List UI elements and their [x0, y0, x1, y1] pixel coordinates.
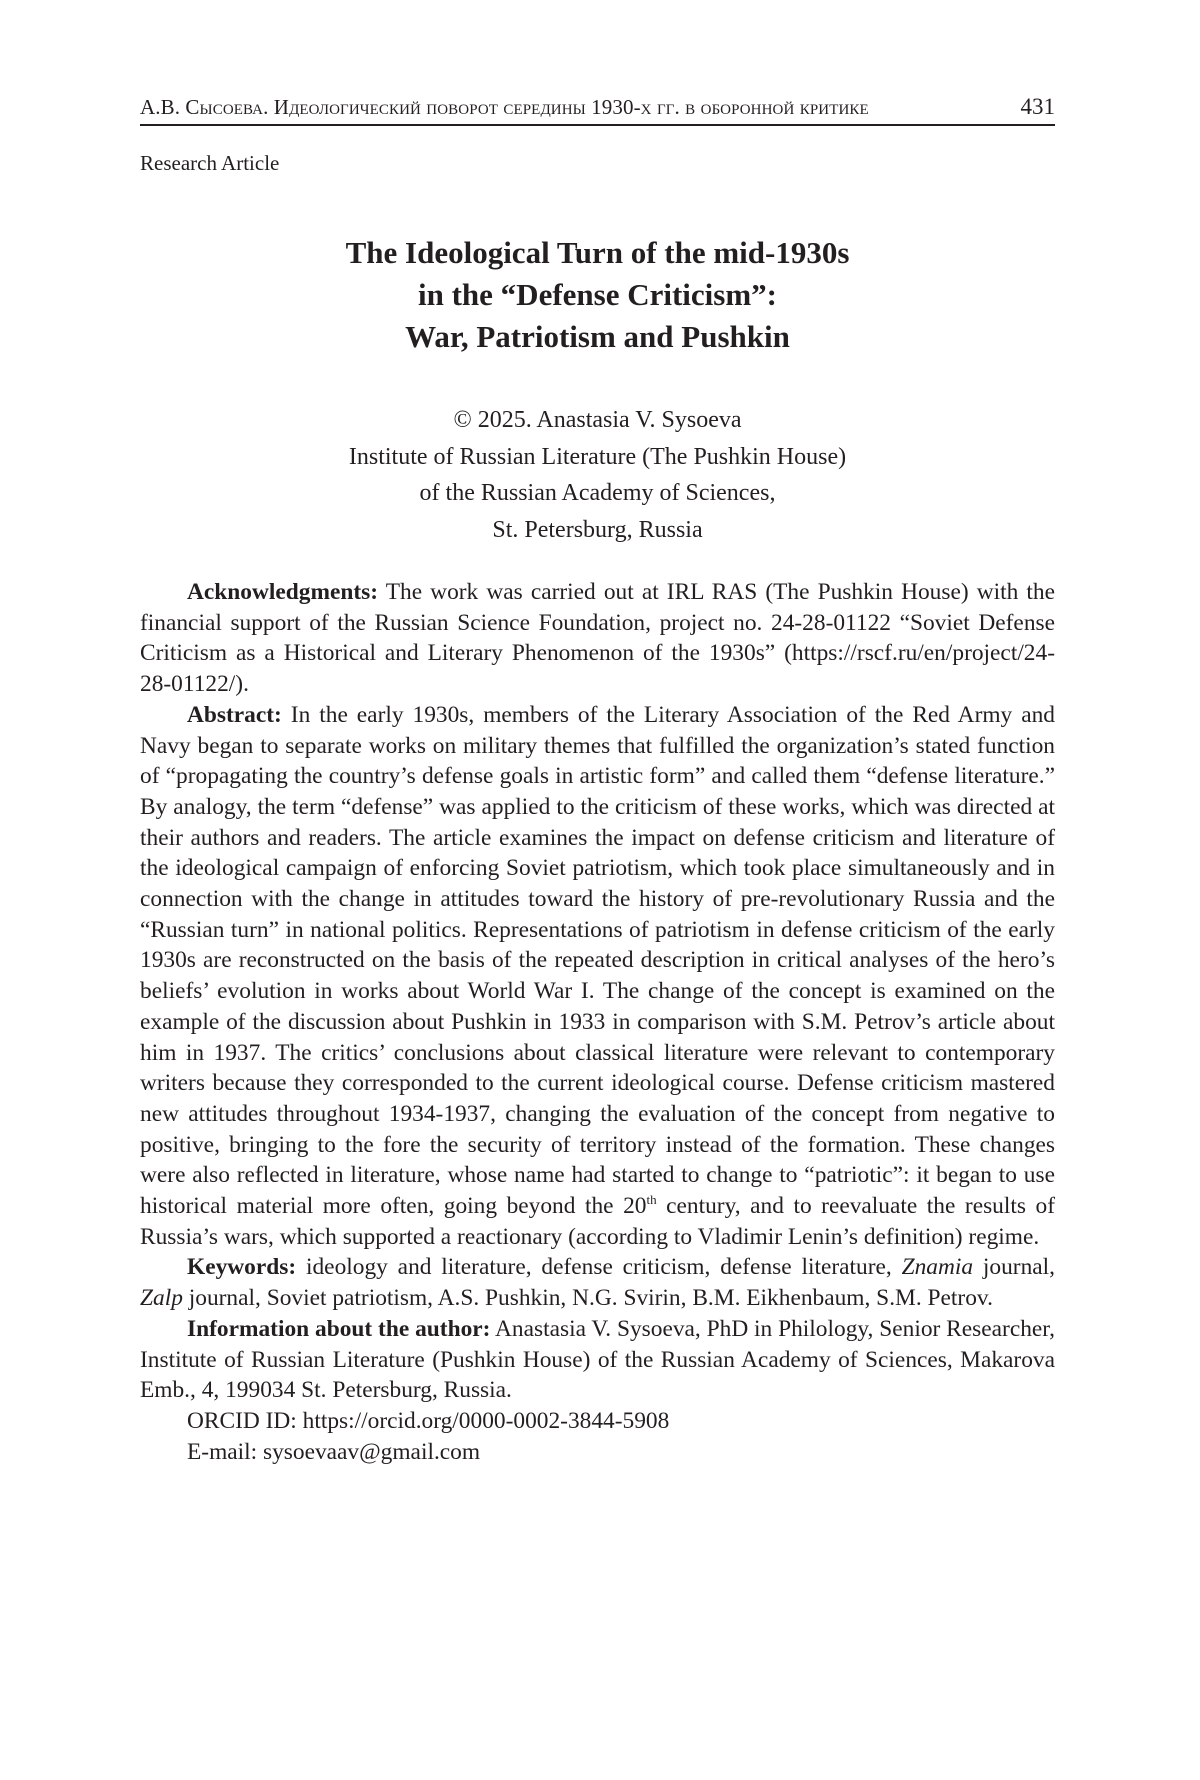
author-info-paragraph: [140, 1314, 1055, 1406]
acknowledgments-text: The work was carried out at IRL RAS (The Pushkin House) with the financial support of the Russian Science Foundation, project no. 24-28-01122 “Soviet Defense Criticism as a Historical and Literary Phenomenon of the 1930s” (https://rscf.ru/en/project/24-28-01122/).: [140, 579, 1055, 698]
article-title: [140, 232, 1055, 358]
keywords-text: ideology and literature, defense criticism, defense literature,: [296, 1254, 902, 1281]
affiliation-line: of the Russian Academy of Sciences,: [419, 480, 776, 506]
acknowledgments-label: Acknowledgments:: [187, 579, 379, 605]
keywords-label: Keywords:: [187, 1254, 297, 1281]
article-front-matter: [140, 577, 1055, 1467]
article-title-line: War, Patriotism and Pushkin: [405, 319, 790, 354]
article-title-line: in the “Defense Criticism”:: [418, 277, 777, 312]
keyword-journal-znamia: Znamia: [901, 1254, 974, 1281]
abstract-superscript: th: [646, 1192, 657, 1208]
article-type-label: Research Article: [140, 151, 280, 175]
email-line[interactable]: E-mail: sysoevaav@gmail.com: [187, 1438, 481, 1465]
abstract-label: Abstract:: [187, 701, 282, 728]
author-info-text: Anastasia V. Sysoeva, PhD in Philology, Senior Researcher, Institute of Russian Literature (Pushkin House) of the Russian Academy of Sciences, Makarova Emb., 4, 199034 St. Petersburg, Russia.: [140, 1315, 1055, 1404]
author-info-label: Information about the author:: [187, 1315, 491, 1342]
abstract-text: In the early 1930s, members of the Literary Association of the Red Army and Navy began to separate works on military themes that fulfilled the organization’s stated function of “propagating the country’s defense goals in artistic form” and called them “defense literature.” By analogy, the term “defense” was applied to the criticism of these works, which was directed at their authors and readers. The article examines the impact on defense criticism and literature of the ideological campaign of enforcing Soviet patriotism, which took place simultaneously and in connection with the change in attitudes toward the history of pre-revolutionary Russia and the “Russian turn” in national politics. Representations of patriotism in defense criticism of the early 1930s are reconstructed on the basis of the repeated description in critical analyses of the hero’s beliefs’ evolution in works about World War I. The change of the concept is examined on the example of the discussion about Pushkin in 1933 in comparison with S.M. Petrov’s article about him in 1937. The critics’ conclusions about classical literature were relevant to contemporary writers because they corresponded to the current ideological course. Defense criticism mastered new attitudes throughout 1934-1937, changing the evaluation of the concept from negative to positive, bringing to the fore the security of territory instead of the formation. These changes were also reflected in literature, whose name had started to change to “patriotic”: it began to use historical material more often, going beyond the 20: [140, 701, 1055, 1220]
orcid-line[interactable]: ORCID ID: https://orcid.org/0000-0002-3844-5908: [187, 1407, 670, 1434]
running-header: [140, 86, 1055, 126]
keyword-journal-zalp: Zalp: [140, 1285, 183, 1312]
keywords-paragraph: [140, 1252, 1055, 1313]
author-copyright-line: © 2025. Anastasia V. Sysoeva: [453, 407, 742, 433]
keywords-text: journal,: [973, 1254, 1056, 1281]
keywords-text: journal, Soviet patriotism, A.S. Pushkin, N.G. Svirin, B.M. Eikhenbaum, S.M. Petrov.: [182, 1285, 993, 1312]
page-number: 431: [1020, 94, 1055, 119]
abstract-text-end: century, and to reevaluate the results of Russia’s wars, which supported a reactionary (according to Vladimir Lenin’s definition) regime.: [140, 1193, 1055, 1250]
author-block: [140, 402, 1055, 548]
acknowledgments-paragraph: [140, 577, 1055, 700]
article-title-line: The Ideological Turn of the mid-1930s: [345, 235, 850, 270]
affiliation-line: St. Petersburg, Russia: [492, 516, 703, 543]
running-header-title: А.В. Сысоева. Идеологический поворот середины 1930-х гг. в оборонной критике: [140, 95, 869, 119]
abstract-paragraph: [140, 700, 1055, 1253]
affiliation-line: Institute of Russian Literature (The Pushkin House): [348, 443, 847, 470]
